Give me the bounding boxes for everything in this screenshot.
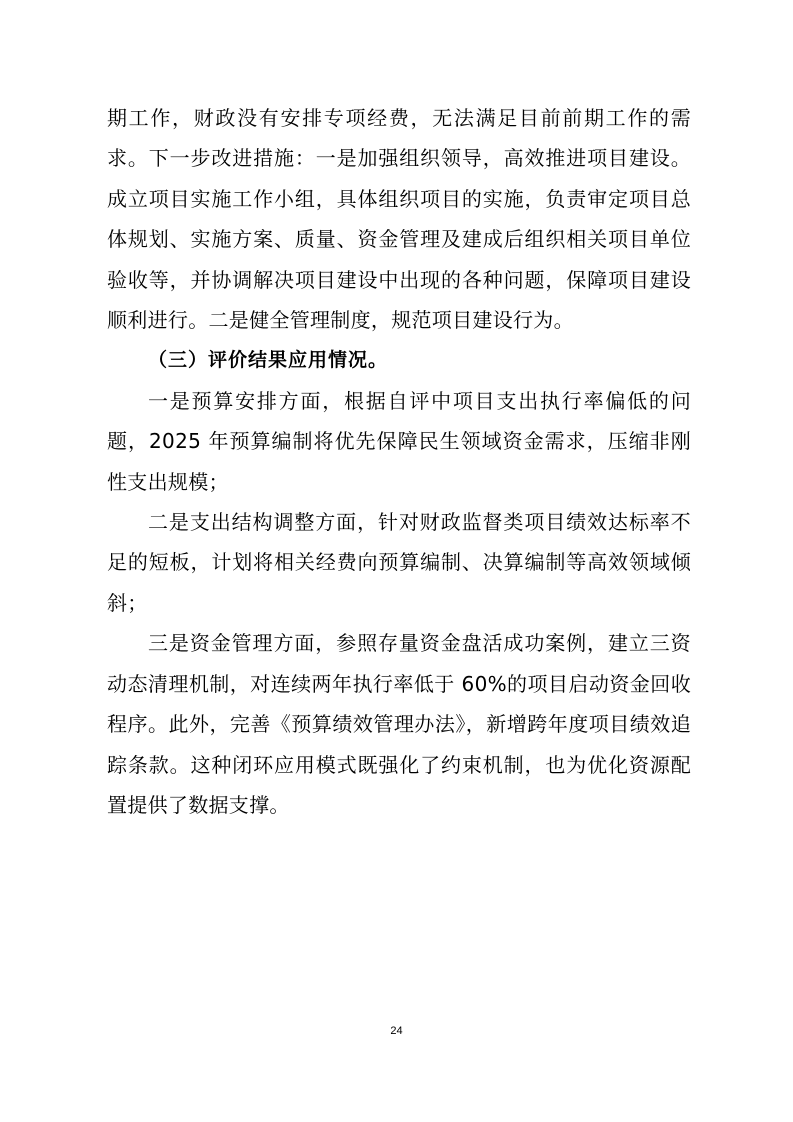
paragraph-expenditure-structure: 二是支出结构调整方面，针对财政监督类项目绩效达标率不足的短板，计划将相关经费向预算编制、决算编制等高效领域倾斜； (107, 510, 691, 615)
paragraph-fund-management: 三是资金管理方面，参照存量资金盘活成功案例，建立三资动态清理机制，对连续两年执行率低于 60%的项目启动资金回收程序。此外，完善《预算绩效管理办法》，新增跨年度项目绩效追踪条款。这种闭环应用模式既强化了约束机制，也为优化资源配置提供了数据支撑。 (107, 631, 691, 817)
page-number: 24 (390, 1025, 403, 1037)
paragraph-continuation: 期工作，财政没有安排专项经费，无法满足目前前期工作的需求。下一步改进措施：一是加强组织领导，高效推进项目建设。成立项目实施工作小组，具体组织项目的实施，负责审定项目总体规划、实施方案、质量、资金管理及建成后组织相关项目单位验收等，并协调解决项目建设中出现的各种问题，保障项目建设顺利进行。二是健全管理制度，规范项目建设行为。 (107, 106, 691, 333)
paragraph-budget-arrangement: 一是预算安排方面，根据自评中项目支出执行率偏低的问题，2025 年预算编制将优先保障民生领域资金需求，压缩非刚性支出规模； (107, 388, 691, 494)
section-heading: （三）评价结果应用情况。 (148, 349, 389, 372)
document-body (107, 98, 691, 825)
